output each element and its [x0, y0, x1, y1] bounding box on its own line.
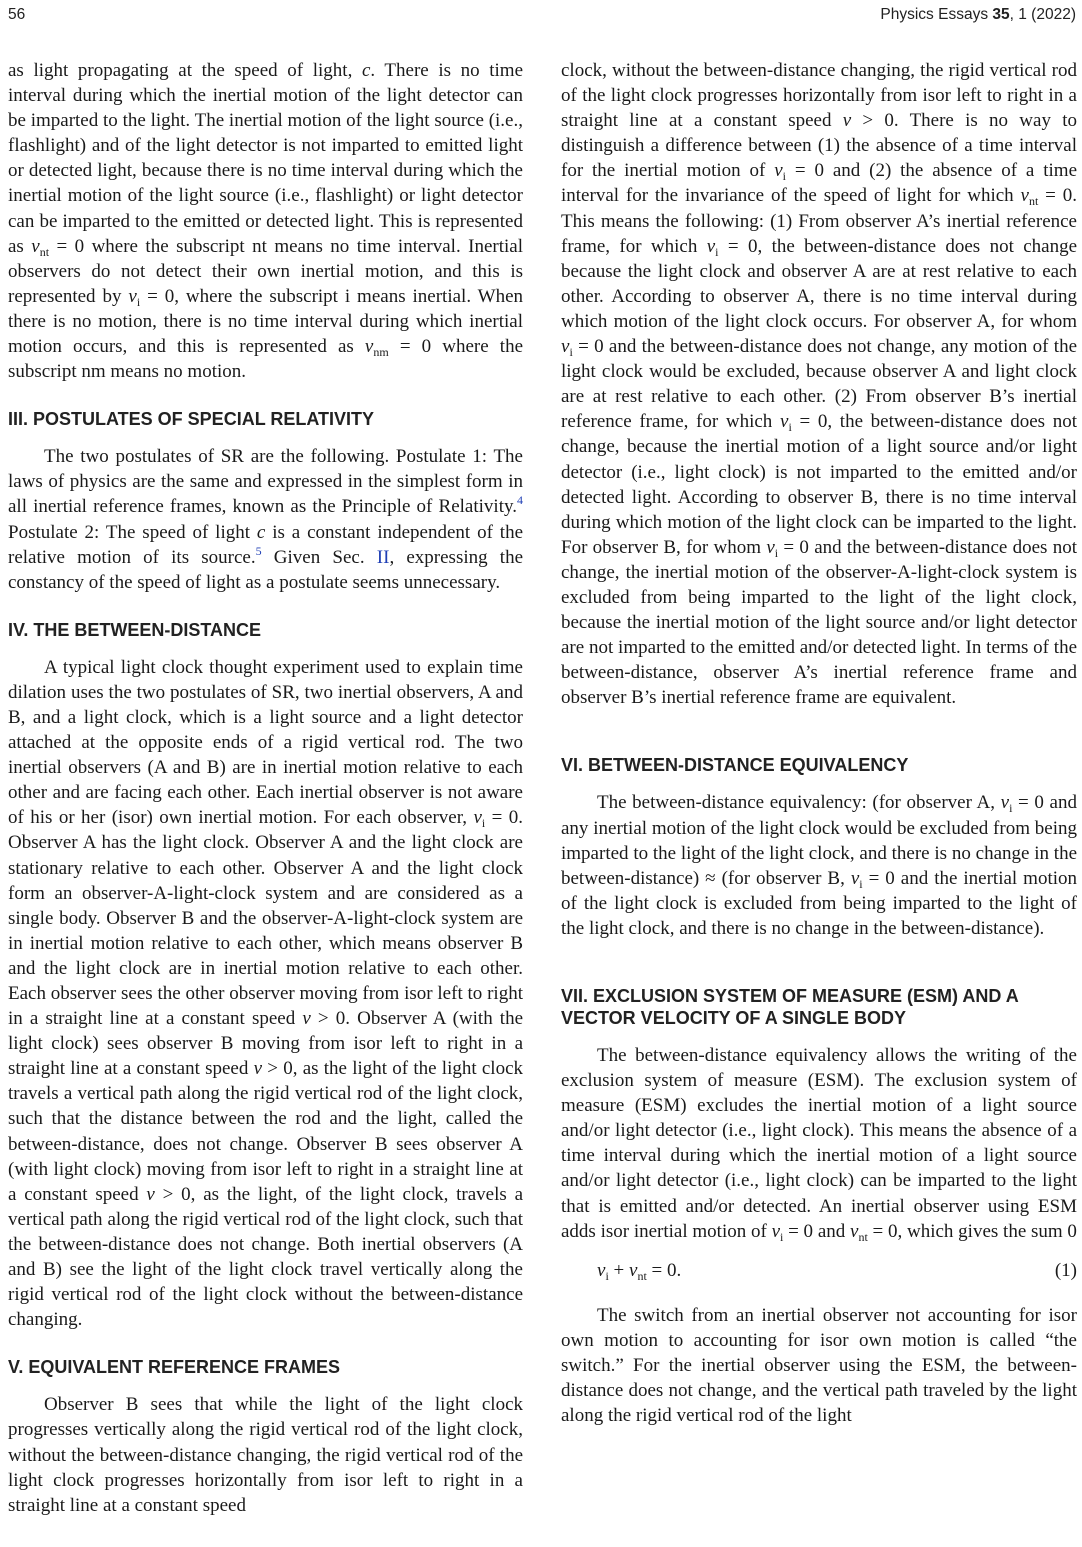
paragraph-equivalent-frames-start: Observer B sees that while the light of the light clock progresses vertically along the rigid vertical rod of the light clock, without the between-distance changing, the rigid vertical rod of the light clock progresses horizontally from isor left to right in a straight line at a constant speed: [8, 1394, 523, 1516]
journal-name: Physics Essays: [880, 6, 993, 23]
left-column: [8, 58, 523, 1518]
footnote-5-link[interactable]: 5: [255, 543, 262, 558]
paragraph-equivalency: The between-distance equivalency: (for observer A, $v_i = 0$ and any inertial motion of the light clock would be excluded from being imparted to the light of the light clock, and there is no change in the between-distance) ≈ (for observer B, $v_i = 0$ and the inertial motion of the light clock is excluded from being imparted to the light of the light clock, and there is no change in the between-distance).: [561, 792, 1078, 939]
section-heading-v: V. EQUIVALENT REFERENCE FRAMES: [8, 1357, 341, 1378]
section-heading-vii: VII. EXCLUSION SYSTEM OF MEASURE (ESM) AND A VECTOR VELOCITY OF A SINGLE BODY: [561, 986, 1019, 1028]
paragraph-postulates: The two postulates of SR are the following. Postulate 1: The laws of physics are the same and expressed in the simplest form in all inertial reference frames, known as the Principle of Relativity.$^4$ Postulate 2: The speed of light c is a constant independent of the relative motion of its source.$^5$ Given Sec. II, expressing the constancy of the speed of light as a postulate seems unnecessary.: [8, 446, 524, 593]
paragraph-continuation: as light propagating at the speed of light, c. There is no time interval during which the inertial motion of the light detector can be imparted to the light. The inertial motion of the light source (i.e., flashlight) and of the light detector is not imparted to emitted light or detected light, because there is no time interval during which the inertial motion of the light source (i.e., flashlight) or light detector can be imparted to the emitted or detected light. This is represented as $v_{nt} = 0$ where the subscript nt means no time interval. Inertial observers do not detect their own inertial motion, and this is represented by $v_i = 0$, where the subscript i means inertial. When there is no motion, there is no time interval during which inertial motion occurs, and this is represented as $v_{nm} = 0$ where the subscript nm means no motion.: [8, 60, 524, 383]
right-column: [561, 58, 1077, 1428]
paragraph-switch: The switch from an inertial observer not accounting for isor own motion to accounting for isor own motion is called “the switch.” For the inertial observer using the ESM, the between-distance does not change, and the vertical path traveled by the light along the rigid vertical rod of the light: [561, 1304, 1077, 1427]
equation-1-body: $v_i + v_{nt} = 0$.: [597, 1259, 682, 1283]
section-heading-iv: IV. THE BETWEEN-DISTANCE: [8, 619, 262, 640]
paragraph-between-distance: A typical light clock thought experiment used to explain time dilation uses the two postulates of SR, two inertial observers, A and B, and a light clock, which is a light source and a light detector attached at the opposite ends of a rigid vertical rod. The two inertial observers (A and B) are in inertial motion relative to each other and are facing each other. Each inertial observer is not aware of his or her (isor) own inertial motion. For each observer, $v_i = 0$. Observer A has the light clock. Observer A and the light clock are stationary relative to each other. Observer A and the light clock form an observer-A-light-clock system and are considered as a single body. Observer B and the observer-A-light-clock system are in inertial motion relative to each other, which means observer B and the light clock are in inertial motion relative to each other. Each observer sees the other observer moving from isor left to right in a straight line at a constant speed v > 0. Observer A (with the light clock) sees observer B moving from isor left to right in a straight line at a constant speed v > 0, as the light of the light clock travels a vertical path along the rigid vertical rod of the light clock, such that the distance between the rod and the light, called the between-distance, does not change. Observer B sees observer A (with light clock) moving from isor left to right in a straight line at a constant speed v > 0, as the light, of the light clock, travels a vertical path along the rigid vertical rod of the light clock, such that the between-distance does not change. Both inertial observers (A and B) see the light of the light clock travel vertically along the rigid vertical rod of the light clock without the between-distance changing.: [8, 656, 524, 1331]
paragraph-esm: The between-distance equivalency allows the writing of the exclusion system of measure (ESM). The exclusion system of measure (ESM) excludes the inertial motion of a light source and/or light detector (i.e., light clock). This means the absence of a time interval during which the inertial motion of a light source and/or light detector (i.e., light clock) can be imparted to the light that is emitted and/or detected. An inertial observer using ESM adds isor inertial motion of $v_i = 0$ and $v_{nt} = 0$, which gives the sum 0: [561, 1045, 1077, 1244]
footnote-4-link[interactable]: 4: [517, 493, 523, 508]
section-ii-link[interactable]: II: [376, 546, 390, 568]
running-head: [8, 6, 1076, 28]
paragraph-equivalent-frames-continued: clock, without the between-distance changing, the rigid vertical rod of the light clock progresses horizontally from isor left to right in a straight line at a constant speed v > 0. There is no way to distinguish a difference between (1) the absence of a time interval for the inertial motion of $v_i = 0$ and (2) the absence of a time interval for the invariance of the speed of light for which $v_{nt} = 0$. This means the following: (1) From observer A’s inertial reference frame, for which $v_i = 0$, the between-distance does not change because the light clock and observer A are at rest relative to each other. According to observer A, there is no time interval during which motion of the light clock occurs. For observer A, for whom $v_i = 0$ and the between-distance does not change, any motion of the light clock would be excluded, because observer A and light clock are at rest relative to each other. (2) From observer B’s inertial reference frame, for which $v_i = 0$, the between-distance does not change, because the inertial motion of a light source and/or light detector (i.e., light clock) is not imparted to the emitted and/or detected light. According to observer B, there is no time interval during which motion of the light clock can be imparted to the light. For observer B, for whom $v_i = 0$ and the between-distance does not change, the inertial motion of the observer-A-light-clock system is excluded from being imparted to the light of the light clock, because the inertial motion of the light source and/or light detector are not imparted to the emitted and/or detected light. In terms of the between-distance, observer A’s inertial reference frame and observer B’s inertial reference frame are equivalent.: [561, 60, 1078, 709]
page-number: 56: [8, 6, 26, 23]
equation-1: [561, 1258, 1077, 1283]
equation-1-number: (1): [1054, 1259, 1077, 1281]
section-heading-iii: III. POSTULATES OF SPECIAL RELATIVITY: [8, 409, 375, 430]
journal-issue-year: , 1 (2022): [1009, 6, 1076, 23]
journal-citation: [880, 6, 1076, 24]
section-heading-vi: VI. BETWEEN-DISTANCE EQUIVALENCY: [561, 755, 909, 776]
journal-volume: 35: [992, 6, 1010, 23]
